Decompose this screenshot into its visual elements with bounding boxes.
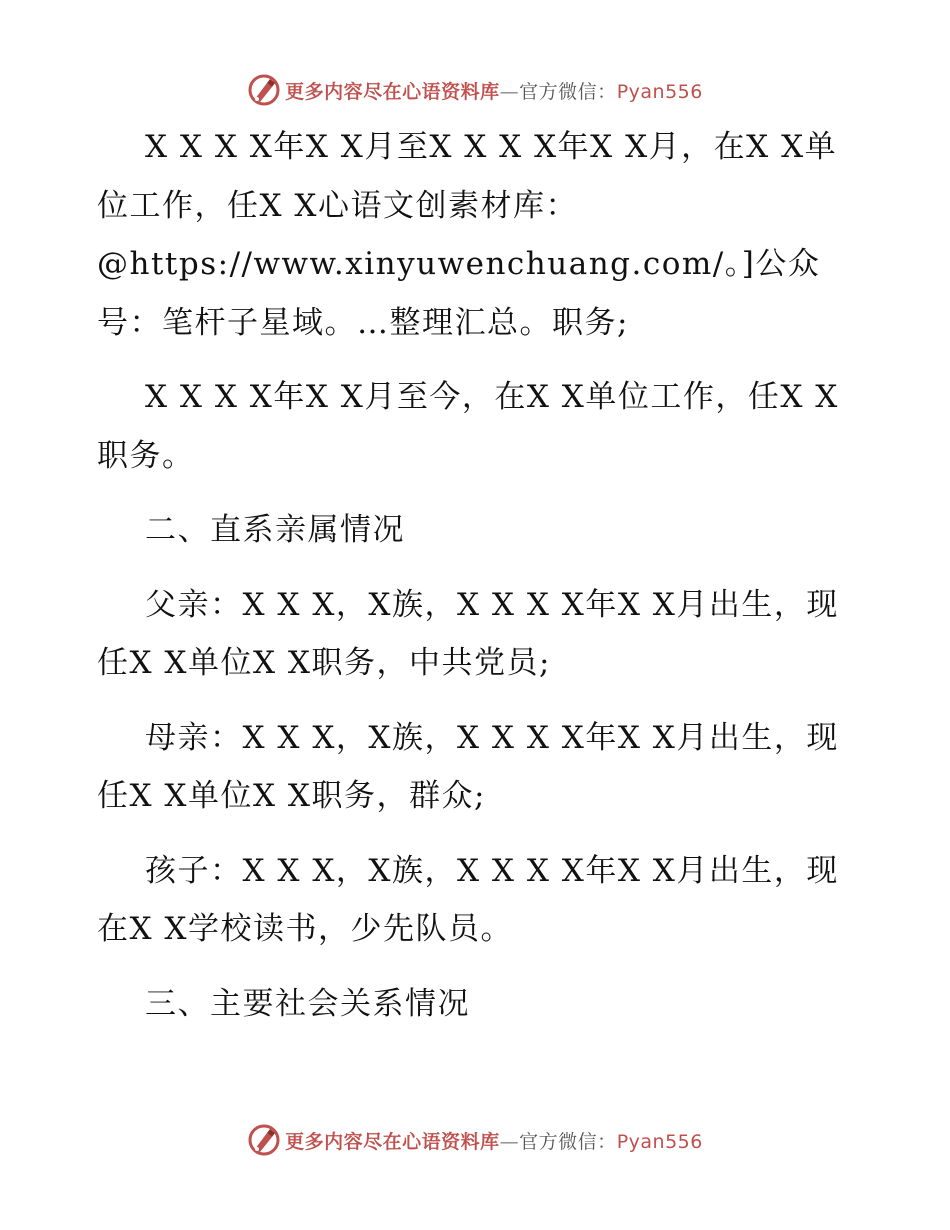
section-heading-family: 二、直系亲属情况 xyxy=(145,512,405,548)
banner-dash: — xyxy=(499,80,520,103)
paragraph-work-history: X X X X年X X月至X X X X年X X月，在X X单位工作，任X X心语文创素材库：@https://www.xinyuwenchuang.com/。]公众号：笔杆子星域。…整理汇总。职务; xyxy=(97,129,838,341)
header-banner xyxy=(0,70,950,110)
pen-logo-icon xyxy=(247,1123,281,1157)
banner-brand-text: 更多内容尽在心语资料库 xyxy=(285,1130,500,1153)
banner-wechat-id: Pyan556 xyxy=(616,1130,703,1153)
paragraph-mother: 母亲：X X X，X族，X X X X年X X月出生，现任X X单位X X职务，群众; xyxy=(97,719,839,814)
section-heading-social: 三、主要社会关系情况 xyxy=(145,985,470,1022)
banner-dash: — xyxy=(499,1130,520,1153)
banner-wechat-id: Pyan556 xyxy=(616,80,703,103)
paragraph-child: 孩子：X X X，X族，X X X X年X X月出生，现在X X学校读书，少先队员。 xyxy=(97,852,839,947)
footer-banner xyxy=(0,1120,950,1160)
banner-wechat-label: 官方微信： xyxy=(519,1130,617,1153)
document-body xyxy=(97,118,857,1049)
banner-wechat-label: 官方微信： xyxy=(519,80,617,103)
banner-brand-text: 更多内容尽在心语资料库 xyxy=(285,80,500,103)
pen-logo-icon xyxy=(247,73,281,107)
paragraph-father: 父亲：X X X，X族，X X X X年X X月出生，现任X X单位X X职务，中共党员; xyxy=(97,586,839,681)
paragraph-current-job: X X X X年X X月至今，在X X单位工作，任X X职务。 xyxy=(97,379,839,474)
